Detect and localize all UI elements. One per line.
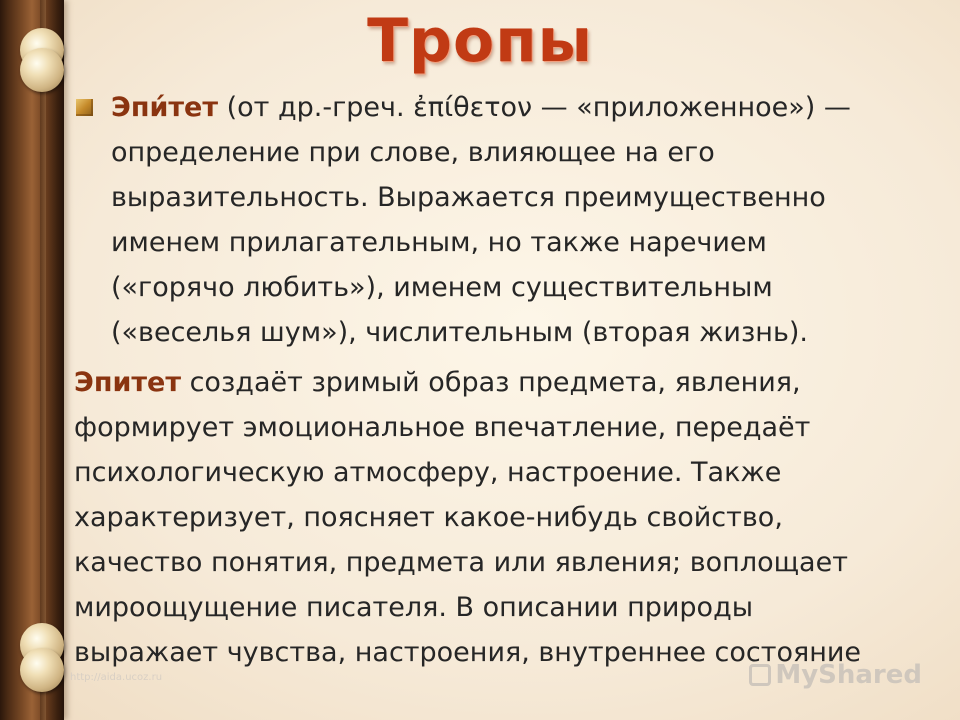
paragraph2-line-4: характеризует, поясняет какое-нибудь свойство, [74, 502, 783, 533]
square-bullet-icon [76, 99, 93, 116]
watermark [749, 660, 922, 690]
paragraph-definition [111, 85, 941, 355]
term-epithet-2: Эпитет [74, 367, 181, 398]
paragraph-function [74, 360, 944, 675]
paragraph2-line-1 [74, 360, 944, 405]
paragraph1-line-4: именем прилагательным, но также наречием [111, 227, 767, 258]
watermark-text: MyShared [775, 660, 922, 690]
rod-knob-bottom-2 [20, 648, 64, 692]
paragraph2-line-2: формирует эмоциональное впечатление, передаёт [74, 412, 811, 443]
paragraph2-line-6: мироощущение писателя. В описании природы [74, 592, 754, 623]
paragraph1-line-1 [111, 85, 941, 130]
slide-title: Тропы [367, 6, 593, 76]
paragraph1-line-3: выразительность. Выражается преимущественно [111, 182, 826, 213]
decorative-rod [0, 0, 64, 720]
paragraph2-line-3: психологическую атмосферу, настроение. Также [74, 457, 782, 488]
paragraph1-line-5: («горячо любить»), именем существительным [111, 272, 773, 303]
myshared-logo-icon [749, 664, 771, 686]
paragraph1-line-2: определение при слове, влияющее на его [111, 137, 715, 168]
paragraph2-line-5: качество понятия, предмета или явления; воплощает [74, 547, 848, 578]
term-epithet: Эпи́тет [111, 92, 218, 123]
paragraph2-line-7: выражает чувства, настроения, внутреннее состояние [74, 637, 862, 668]
paragraph1-line-1-rest: (от др.-греч. ἐπίθετον — «приложенное») — [218, 92, 851, 123]
paragraph2-line-1-rest: создаёт зримый образ предмета, явления, [181, 367, 801, 398]
paragraph1-line-6: («веселья шум»), числительным (вторая жизнь). [111, 317, 808, 348]
watermark-url: http://aida.ucoz.ru [70, 672, 163, 683]
